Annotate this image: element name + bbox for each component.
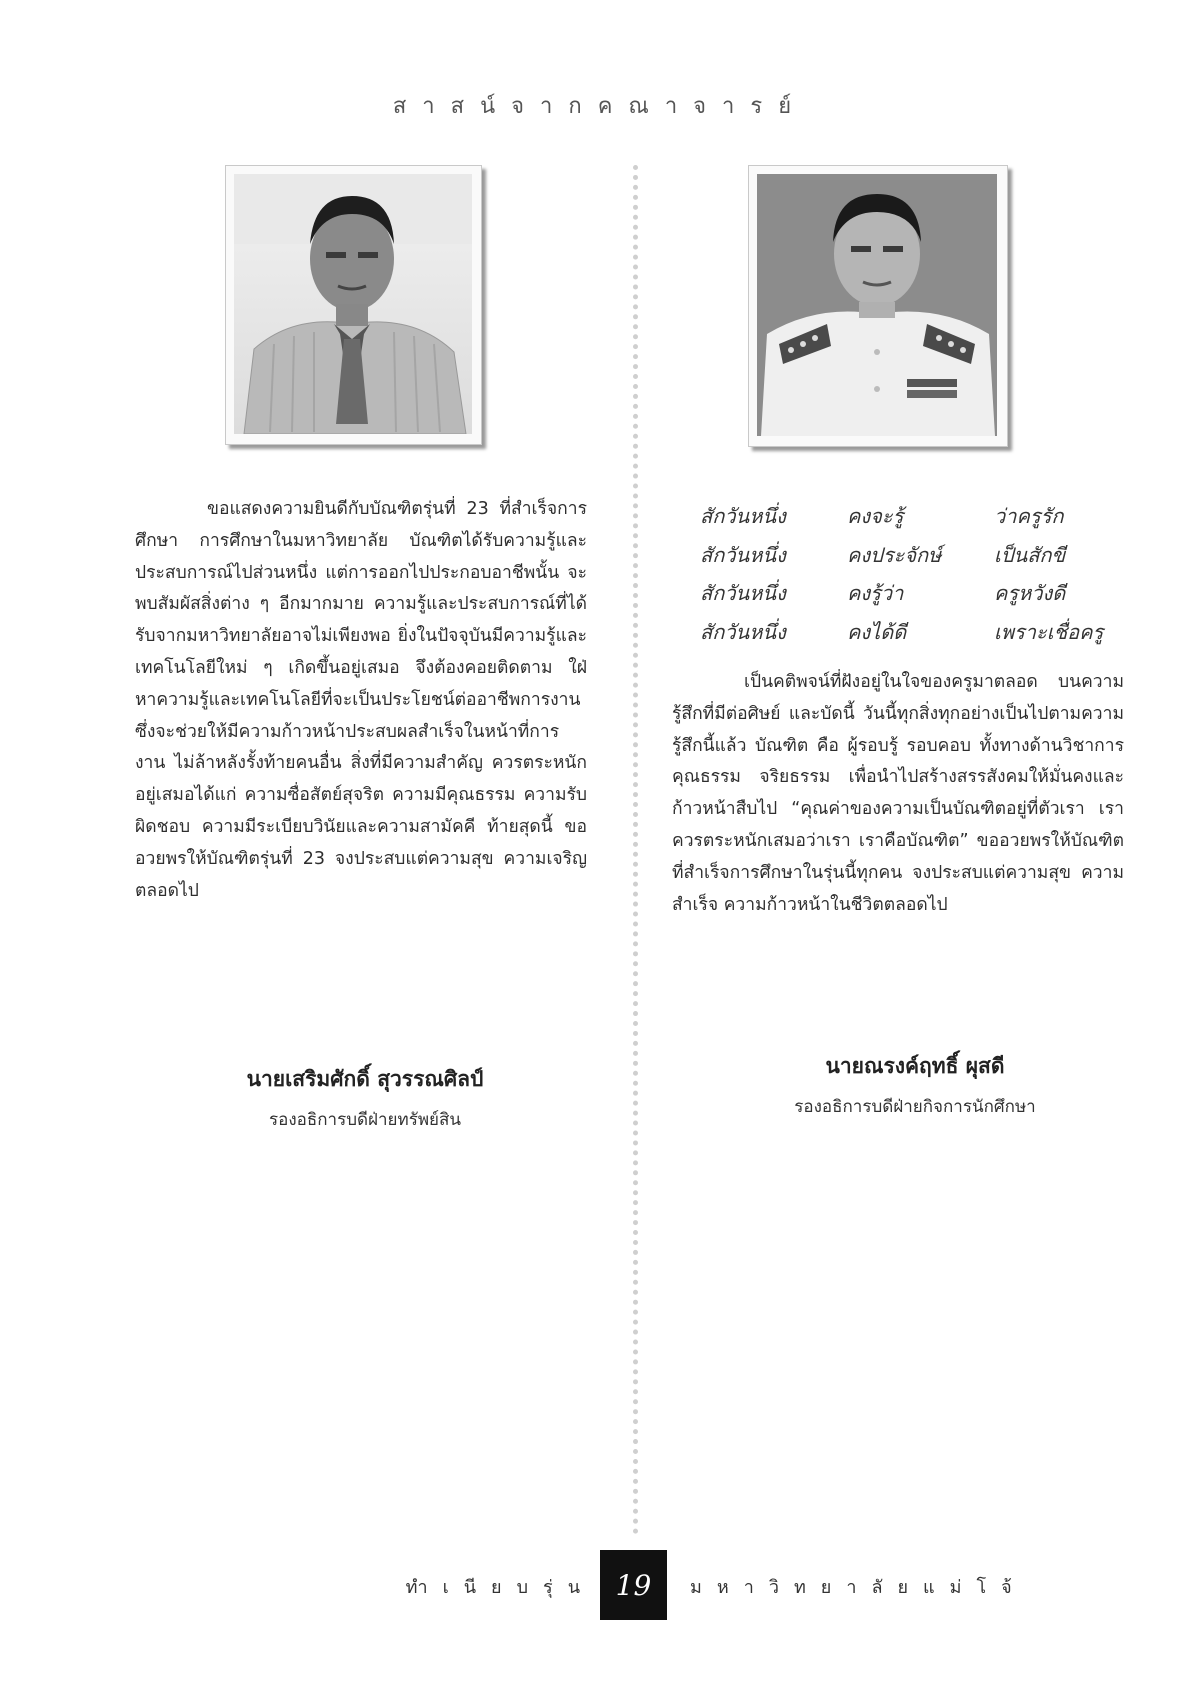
- signature-right-name: นายณรงค์ฤทธิ์ ผุสดี: [825, 1054, 1005, 1078]
- signature-left-name: นายเสริมศักดิ์ สุวรรณศิลป์: [246, 1067, 484, 1091]
- left-message-paragraph: ขอแสดงความยินดีกับบัณฑิตรุ่นที่ 23 ที่สำเร็จการศึกษา การศึกษาในมหาวิทยาลัย บัณฑิตได้รับความรู้และประสบการณ์ไปส่วนหนึ่ง แต่การออกไปประกอบอาชีพนั้น จะพบสัมผัสสิ่งต่าง ๆ อีกมากมาย ความรู้และประสบการณ์ที่ได้รับจากมหาวิทยาลัยอาจไม่เพียงพอ ยิ่งในปัจจุบันมีความรู้และเทคโนโลยีใหม่ ๆ เกิดขึ้นอยู่เสมอ จึงต้องคอยติดตาม ใฝ่หาความรู้และเทคโนโลยีที่จะเป็นประโยชน์ต่ออาชีพการงาน ซึ่งจะช่วยให้มีความก้าวหน้าประสบผลสำเร็จในหน้าที่การงาน ไม่ล้าหลังรั้งท้ายคนอื่น สิ่งที่มีความสำคัญ ควรตระหนักอยู่เสมอได้แก่ ความซื่อสัตย์สุจริต ความมีคุณธรรม ความรับผิดชอบ ความมีระเบียบวินัยและความสามัคคี ท้ายสุดนี้ ขออวยพรให้บัณฑิตรุ่นที่ 23 จงประสบแต่ความสุข ความเจริญตลอดไป: [135, 499, 587, 901]
- poem-line: [700, 497, 1140, 536]
- poem-word: คงได้ดี: [847, 619, 907, 644]
- poem: [700, 497, 1140, 651]
- poem-word: ว่าครูรัก: [994, 504, 1064, 529]
- page-number: [600, 1550, 667, 1620]
- page-number-label: 19: [615, 1568, 652, 1602]
- right-message-paragraph: เป็นคติพจน์ที่ฝังอยู่ในใจของครูมาตลอด บนความรู้สึกที่มีต่อศิษย์ และบัดนี้ วันนี้ทุกสิ่งทุกอย่างเป็นไปตามความรู้สึกนี้แล้ว บัณฑิต คือ ผู้รอบรู้ รอบคอบ ทั้งทางด้านวิชาการ คุณธรรม จริยธรรม เพื่อนำไปสร้างสรรสังคมให้มั่นคงและก้าวหน้าสืบไป “คุณค่าของความเป็นบัณฑิตอยู่ที่ตัวเรา เราควรตระหนักเสมอว่าเรา เราคือบัณฑิต” ขออวยพรให้บัณฑิตที่สำเร็จการศึกษาในรุ่นนี้ทุกคน จงประสบแต่ความสุข ความสำเร็จ ความก้าวหน้าในชีวิตตลอดไป: [672, 672, 1124, 915]
- right-message: [672, 667, 1124, 921]
- signature-right-role: รองอธิการบดีฝ่ายกิจการนักศึกษา: [794, 1097, 1036, 1117]
- poem-word: เพราะเชื่อครู: [994, 619, 1104, 644]
- poem-word: ครูหวังดี: [994, 581, 1066, 606]
- signature-left: [200, 1063, 530, 1133]
- signature-right: [735, 1050, 1095, 1120]
- poem-word: สักวันหนึ่ง: [700, 504, 786, 529]
- poem-line: [700, 613, 1140, 652]
- portrait-left-image: [234, 174, 472, 434]
- footer-left-text: ทำเนียบรุ่น: [405, 1577, 595, 1598]
- poem-word: คงรู้ว่า: [847, 581, 904, 606]
- portrait-left: [225, 165, 482, 445]
- footer-right-text: มหาวิทยาลัยแม่โจ้: [690, 1577, 1027, 1598]
- page-header-title: สาสน์จากคณาจารย์: [392, 94, 808, 119]
- poem-word: สักวันหนึ่ง: [700, 619, 786, 644]
- poem-word: คงจะรู้: [847, 504, 904, 529]
- poem-word: สักวันหนึ่ง: [700, 542, 786, 567]
- poem-line: [700, 536, 1140, 575]
- poem-word: เป็นสักขี: [994, 542, 1066, 567]
- poem-word: คงประจักษ์: [847, 542, 942, 567]
- portrait-right: [748, 165, 1008, 447]
- portrait-right-image: [757, 174, 997, 436]
- poem-line: [700, 574, 1140, 613]
- poem-word: สักวันหนึ่ง: [700, 581, 786, 606]
- left-message: [135, 494, 587, 907]
- signature-left-role: รองอธิการบดีฝ่ายทรัพย์สิน: [269, 1110, 461, 1130]
- column-divider: [633, 165, 638, 1535]
